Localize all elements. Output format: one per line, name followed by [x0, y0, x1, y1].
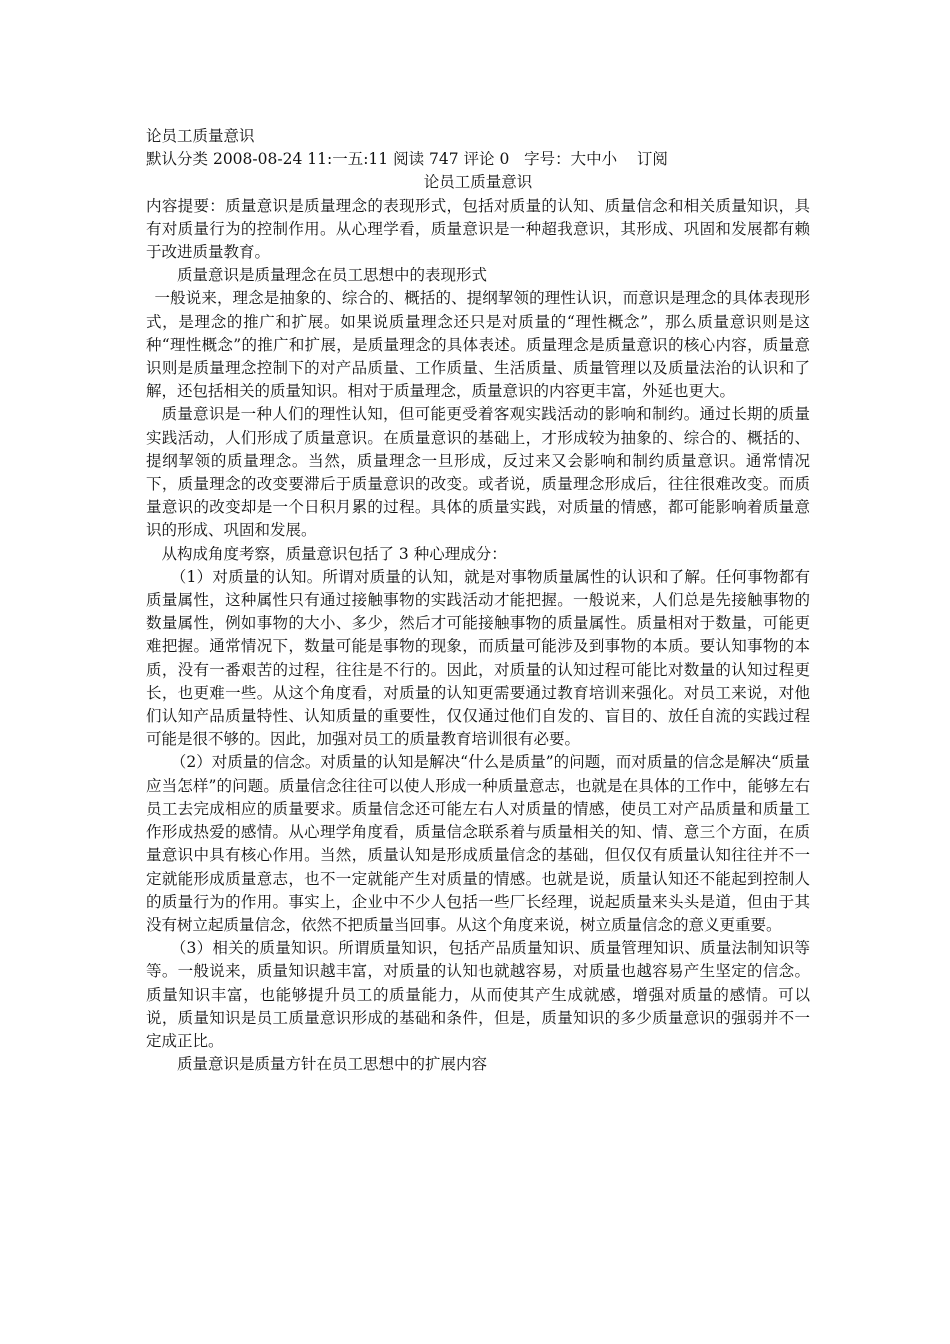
font-size-large-link[interactable]: 大 [570, 150, 587, 169]
subscribe-link[interactable]: 订阅 [636, 150, 668, 169]
font-size-medium-link[interactable]: 中 [586, 150, 602, 169]
list-item-3: （3）相关的质量知识。所谓质量知识，包括产品质量知识、质量管理知识、质量法制知识等等。一般说来，质量知识越丰富，对质量的认知也就越容易，对质量也越容易产生坚定的信念。质量知识丰富，也能够提升员工的质量能力，从而使其产生成就感，增强对质量的感情。可以说，质量知识是员工质量意识形成的基础和条件，但是，质量知识的多少质量意识的强弱并不一定成正比。 [146, 939, 810, 1050]
font-size-label: 字号： [524, 150, 571, 169]
section-heading-2: 质量意识是质量方针在员工思想中的扩展内容 [177, 1055, 488, 1074]
list-item-2: （2）对质量的信念。对质量的认知是解决“什么是质量”的问题，而对质量的信念是解决“质量应当怎样”的问题。质量信念往往可以使人形成一种质量意志，也就是在具体的工作中，能够左右员工去完成相应的质量要求。质量信念还可能左右人对质量的情感，使员工对产品质量和质量工作形成热爱的感情。从心理学角度看，质量信念联系着与质量相关的知、情、意三个方面，在质量意识中具有核心作用。当然，质量认知是形成质量信念的基础，但仅仅有质量认知往往并不一定就能形成质量意志，也不一定就能产生对质量的情感。也就是说，质量认知还不能起到控制人的质量行为的作用。事实上，企业中不少人包括一些厂长经理，说起质量来头头是道，但由于其没有树立起质量信念，依然不把质量当回事。从这个角度来说，树立质量信念的意义更重要。 [146, 753, 810, 934]
paragraph-3: 从构成角度考察，质量意识包括了 3 种心理成分： [161, 544, 507, 563]
paragraph-1: 一般说来，理念是抽象的、综合的、概括的、提纲挈领的理性认识，而意识是理念的具体表现形式，是理念的推广和扩展。如果说质量理念还只是对质量的“理性概念”，那么质量意识则是这种“理性概念”的推广和扩展，是质量理念的具体表述。质量理念是质量意识的核心内容，质量意识则是质量理念控制下的对产品质量、工作质量、生活质量、质量管理以及质量法治的认识和了解，还包括相关的质量知识。相对于质量理念，质量意识的内容更丰富，外延也更大。 [146, 289, 810, 401]
post-datetime: 2008-08-24 11:一五:11 [212, 150, 389, 169]
paragraph-2: 质量意识是一种人们的理性认知，但可能更受着客观实践活动的影响和制约。通过长期的质量实践活动，人们形成了质量意识。在质量意识的基础上，才形成较为抽象的、综合的、概括的、提纲挈领的质量理念。当然，质量理念一旦形成，反过来又会影响和制约质量意识。通常情况下，质量理念的改变要滞后于质量意识的改变。或者说，质量理念形成后，往往很难改变。而质量意识的改变却是一个日积月累的过程。具体的质量实践，对质量的情感，都可能影响着质量意识的形成、巩固和发展。 [146, 405, 810, 540]
document-page [146, 125, 810, 1076]
article-title: 论员工质量意识 [423, 173, 533, 192]
section-heading-1: 质量意识是质量理念在员工思想中的表现形式 [177, 266, 488, 285]
post-meta [146, 148, 810, 171]
category-label[interactable]: 默认分类 [146, 150, 209, 169]
read-count: 阅读 747 [393, 150, 459, 169]
comment-count[interactable]: 评论 0 [463, 150, 510, 169]
document-title: 论员工质量意识 [146, 127, 255, 145]
font-size-small-link[interactable]: 小 [601, 150, 618, 169]
article-summary: 内容提要：质量意识是质量理念的表现形式，包括对质量的认知、质量信念和相关质量知识，具有对质量行为的控制作用。从心理学看，质量意识是一种超我意识，其形成、巩固和发展都有赖于改进质量教育。 [146, 196, 810, 262]
list-item-1: （1）对质量的认知。所谓对质量的认知，就是对事物质量属性的认识和了解。任何事物都有质量属性，这种属性只有通过接触事物的实践活动才能把握。一般说来，人们总是先接触事物的数量属性，例如事物的大小、多少，然后才可能接触事物的质量属性。质量相对于数量，可能更难把握。通常情况下，数量可能是事物的现象，而质量可能涉及到事物的本质。要认知事物的本质，没有一番艰苦的过程，往往是不行的。因此，对质量的认知过程可能比对数量的认知过程更长，也更难一些。从这个角度看，对质量的认知更需要通过教育培训来强化。对员工来说，对他们认知产品质量特性、认知质量的重要性，仅仅通过他们自发的、盲目的、放任自流的实践过程可能是很不够的。因此，加强对员工的质量教育培训很有必要。 [146, 567, 810, 749]
